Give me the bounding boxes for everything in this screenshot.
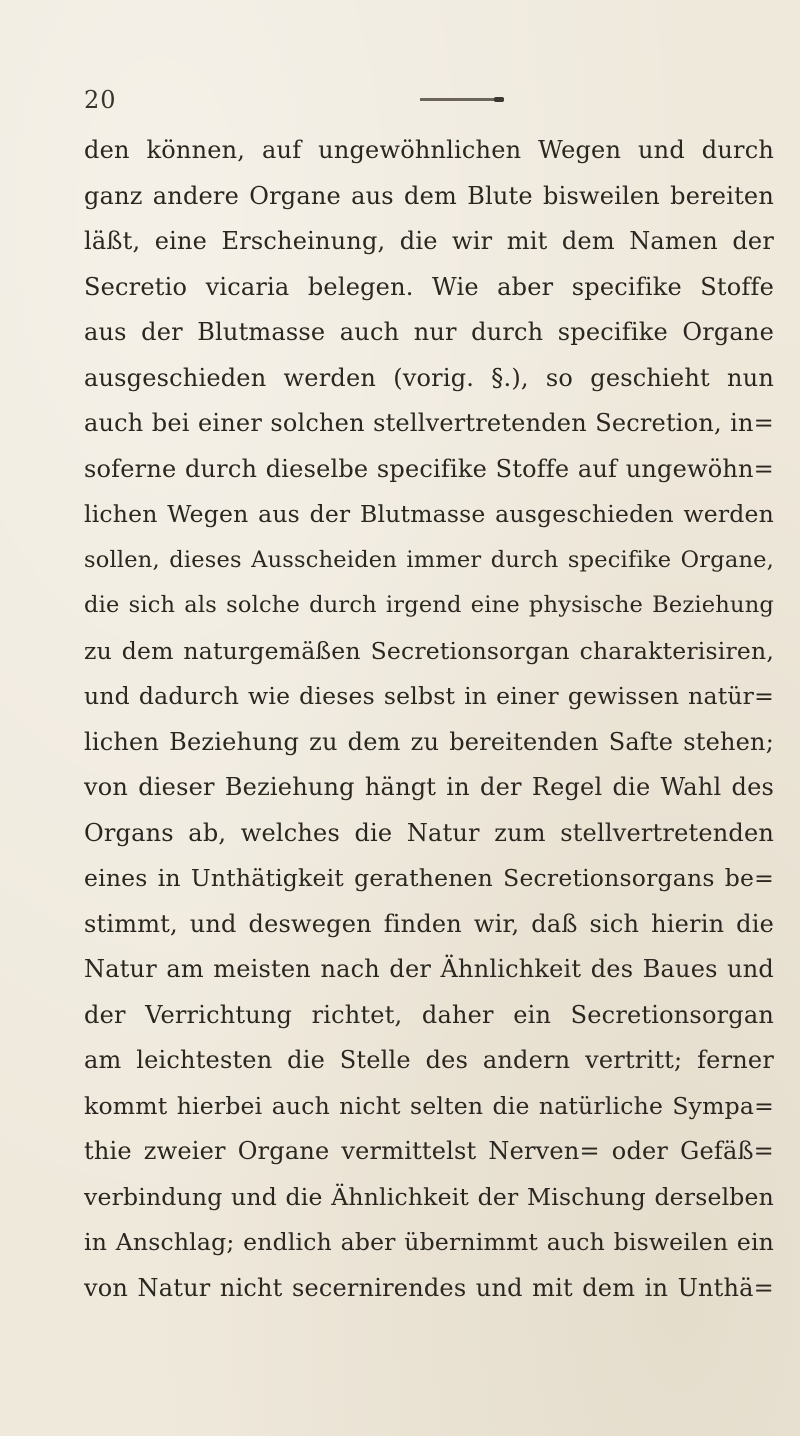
- text-line: und dadurch wie dieses selbst in einer gewissen natür=: [84, 682, 774, 710]
- text-line: in Anschlag; endlich aber übernimmt auch bisweilen ein: [84, 1228, 774, 1256]
- text-line: die sich als solche durch irgend eine physische Beziehung: [84, 592, 774, 618]
- header-rule: [420, 98, 498, 101]
- text-line: Natur am meisten nach der Ähnlichkeit des Baues und: [84, 955, 774, 983]
- text-line: kommt hierbei auch nicht selten die natürliche Sympa=: [84, 1091, 774, 1120]
- text-line: verbindung und die Ähnlichkeit der Mischung derselben: [84, 1182, 774, 1211]
- text-line: ganz andere Organe aus dem Blute bisweilen bereiten: [84, 181, 774, 210]
- text-line: eines in Unthätigkeit gerathenen Secretionsorgans be=: [84, 864, 774, 892]
- text-line: den können, auf ungewöhnlichen Wegen und durch: [84, 136, 774, 164]
- text-line: lichen Beziehung zu dem zu bereitenden Safte stehen;: [84, 727, 774, 756]
- body-text: [84, 128, 774, 1311]
- text-line: von Natur nicht secernirendes und mit dem in Unthä=: [84, 1273, 774, 1302]
- text-line: aus der Blutmasse auch nur durch specifike Organe: [84, 318, 774, 346]
- text-line: lichen Wegen aus der Blutmasse ausgeschieden werden: [84, 500, 774, 528]
- text-line: ausgeschieden werden (vorig. §.), so geschieht nun: [84, 363, 774, 392]
- text-line: läßt, eine Erscheinung, die wir mit dem Namen der: [84, 227, 774, 255]
- text-line: von dieser Beziehung hängt in der Regel die Wahl des: [84, 773, 774, 801]
- text-line: Organs ab, welches die Natur zum stellvertretenden: [84, 818, 774, 847]
- text-line: thie zweier Organe vermittelst Nerven= oder Gefäß=: [84, 1137, 774, 1165]
- text-line: Secretio vicaria belegen. Wie aber specifike Stoffe: [84, 272, 774, 301]
- text-line: der Verrichtung richtet, daher ein Secretionsorgan: [84, 1000, 774, 1029]
- text-line: sollen, dieses Ausscheiden immer durch specifike Organe,: [84, 546, 774, 573]
- text-line: zu dem naturgemäßen Secretionsorgan charakterisiren,: [84, 636, 774, 665]
- text-line: stimmt, und deswegen finden wir, daß sich hierin die: [84, 909, 774, 938]
- text-line: am leichtesten die Stelle des andern vertritt; ferner: [84, 1046, 774, 1074]
- text-line: soferne durch dieselbe specifike Stoffe auf ungewöhn=: [84, 454, 774, 483]
- text-line: auch bei einer solchen stellvertretenden Secretion, in=: [84, 409, 774, 437]
- page-number: 20: [84, 86, 117, 114]
